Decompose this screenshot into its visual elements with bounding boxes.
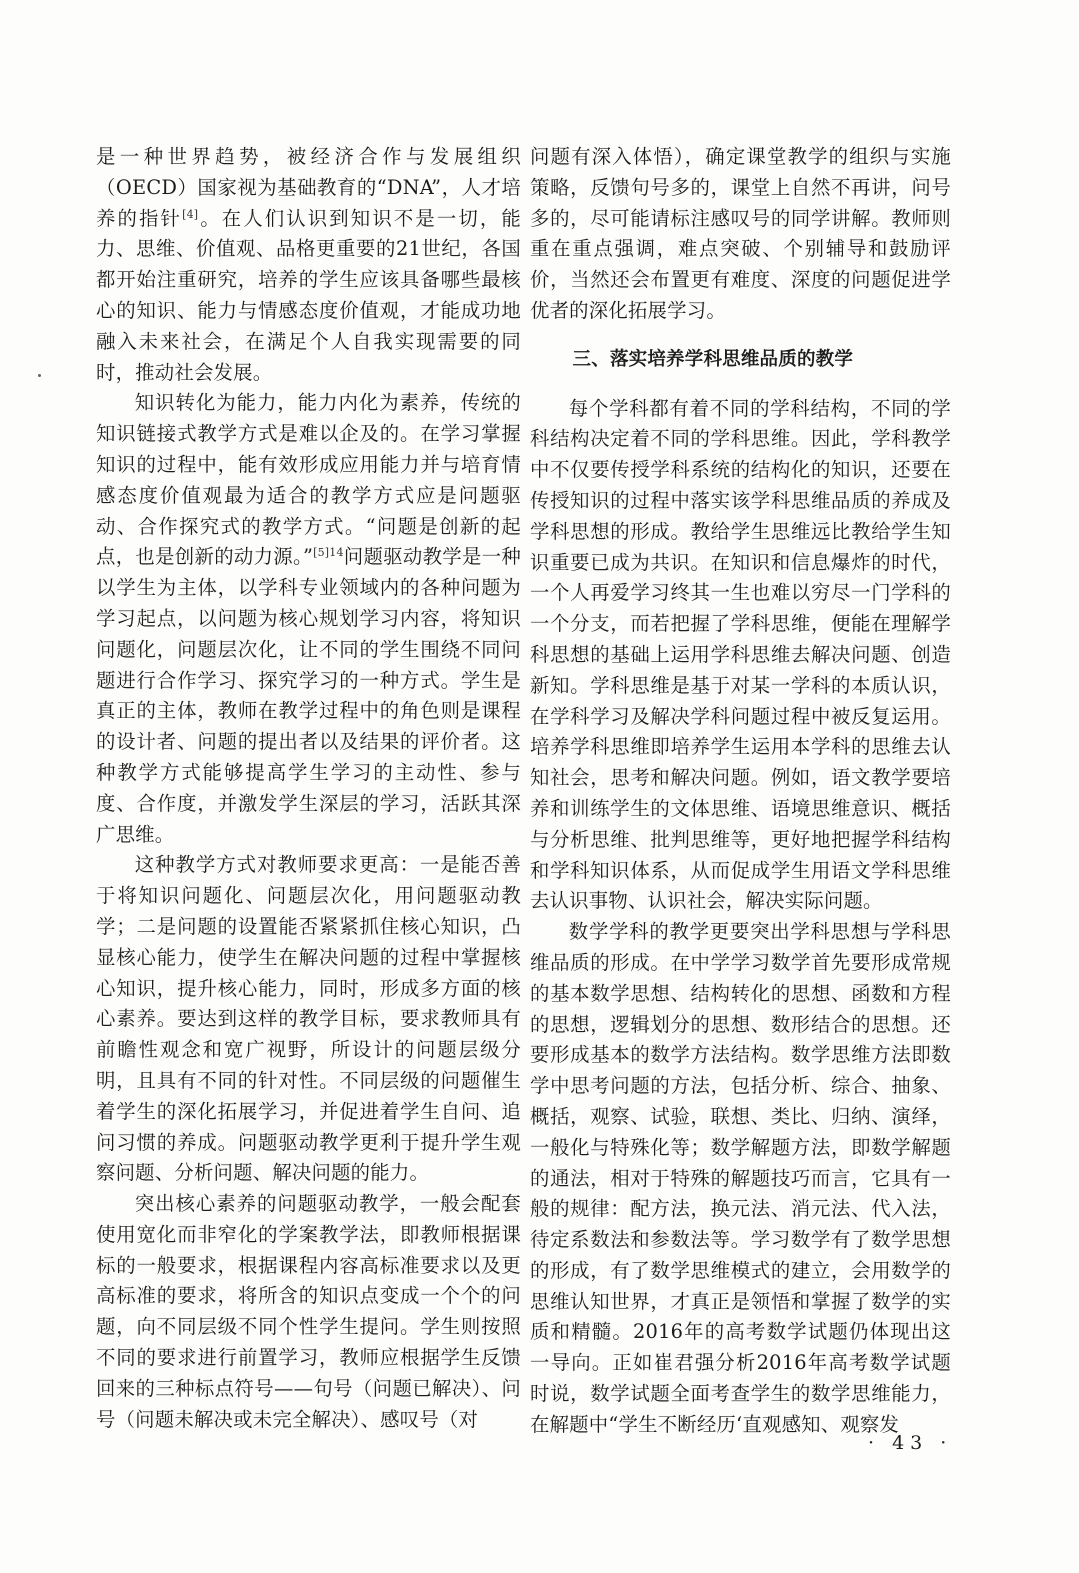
page-number: · 43 · [868,1432,953,1454]
citation: [4] [182,207,199,221]
right-column [530,142,951,1441]
scan-speck [38,374,41,377]
paragraph: 每个学科都有着不同的学科结构，不同的学科结构决定着不同的学科思维。因此，学科教学中不仅要传授学科系统的结构化的知识，还要在传授知识的过程中落实该学科思维品质的养成及学科思想的形成。教给学生思维远比教给学生知识重要已成为共识。在知识和信息爆炸的时代，一个人再爱学习终其一生也难以穷尽一门学科的一个分支，而若把握了学科思维，便能在理解学科思想的基础上运用学科思维去解决问题、创造新知。学科思维是基于对某一学科的本质认识，在学科学习及解决学科问题过程中被反复运用。培养学科思维即培养学生运用本学科的思维去认知社会，思考和解决问题。例如，语文教学要培养和训练学生的文体思维、语境思维意识、概括与分析思维、批判思维等，更好地把握学科结构和学科知识体系，从而促成学生用语文学科思维去认识事物、认识社会，解决实际问题。 [530,396,951,913]
left-column [96,142,521,1435]
paragraph: 数学学科的教学更要突出学科思想与学科思维品质的形成。在中学学习数学首先要形成常规的基本数学思想、结构转化的思想、函数和方程的思想，逻辑划分的思想、数形结合的思想。还要形成基本的数学方法结构。数学思维方法即数学中思考问题的方法，包括分析、综合、抽象、概括，观察、试验，联想、类比、归纳、演绎，一般化与特殊化等；数学解题方法，即数学解题的通法，相对于特殊的解题技巧而言，它具有一般的规律：配方法，换元法、消元法、代入法，待定系数法和参数法等。学习数学有了数学思想的形成，有了数学思维模式的建立，会用数学的思维认知世界，才真正是领悟和掌握了数学的实质和精髓。2016年的高考数学试题仍体现出这一导向。正如崔君强分析2016年高考数学试题时说，数学试题全面考查学生的数学思维能力，在解题中“学生不断经历‘直观感知、观察发 [530,920,951,1436]
paragraph: 是一种世界趋势，被经济合作与发展组织（OECD）国家视为基础教育的“DNA”，人才培养的指针[4]。在人们认识到知识不是一切，能力、思维、价值观、品格更重要的21世纪，各国都开始注重研究，培养的学生应该具备哪些最核心的知识、能力与情感态度价值观，才能成功地融入未来社会，在满足个人自我实现需要的同时，推动社会发展。 [96,145,522,384]
citation: [5]14 [313,546,344,560]
paragraph: 知识转化为能力，能力内化为素养，传统的知识链接式教学方式是难以企及的。在学习掌握知识的过程中，能有效形成应用能力并与培育情感态度价值观最为适合的教学方式应是问题驱动、合作探究式的教学方式。“问题是创新的起点，也是创新的动力源。”$^{[5]14}$问题驱动教学是一种以学生为主体，以学科专业领域内的各种问题为学习起点，以问题为核心规划学习内容，将知识问题化，问题层次化，让不同的学生围绕不同问题进行合作学习、探究学习的一种方式。学生是真正的主体，教师在教学过程中的角色则是课程的设计者、问题的提出者以及结果的评价者。这种教学方式能够提高学生学习的主动性、参与度、合作度，并激发学生深层的学习，活跃其深广思维。 [96,391,521,846]
paragraph: 这种教学方式对教师要求更高：一是能否善于将知识问题化、问题层次化，用问题驱动教学；二是问题的设置能否紧紧抓住核心知识，凸显核心能力，使学生在解决问题的过程中掌握核心知识，提升核心能力，同时，形成多方面的核心素养。要达到这样的教学目标，要求教师具有前瞻性观念和宽广视野，所设计的问题层级分明，且具有不同的针对性。不同层级的问题催生着学生的深化拓展学习，并促进着学生自问、追问习惯的养成。问题驱动教学更利于提升学生观察问题、分析问题、解决问题的能力。 [96,853,521,1185]
paragraph: 问题有深入体悟），确定课堂教学的组织与实施策略，反馈句号多的，课堂上自然不再讲，问号多的，尽可能请标注感叹号的同学讲解。教师则重在重点强调，难点突破、个别辅导和鼓励评价，当然还会布置更有难度、深度的问题促进学优者的深化拓展学习。 [530,145,951,322]
paragraph: 突出核心素养的问题驱动教学，一般会配套使用宽化而非窄化的学案教学法，即教师根据课标的一般要求，根据课程内容高标准要求以及更高标准的要求，将所含的知识点变成一个个的问题，向不同层级不同个性学生提问。学生则按照不同的要求进行前置学习，教师应根据学生反馈回来的三种标点符号——句号（问题已解决）、问号（问题未解决或未完全解决）、感叹号（对 [96,1192,521,1431]
section-heading: 三、落实培养学科思维品质的教学 [572,348,854,370]
